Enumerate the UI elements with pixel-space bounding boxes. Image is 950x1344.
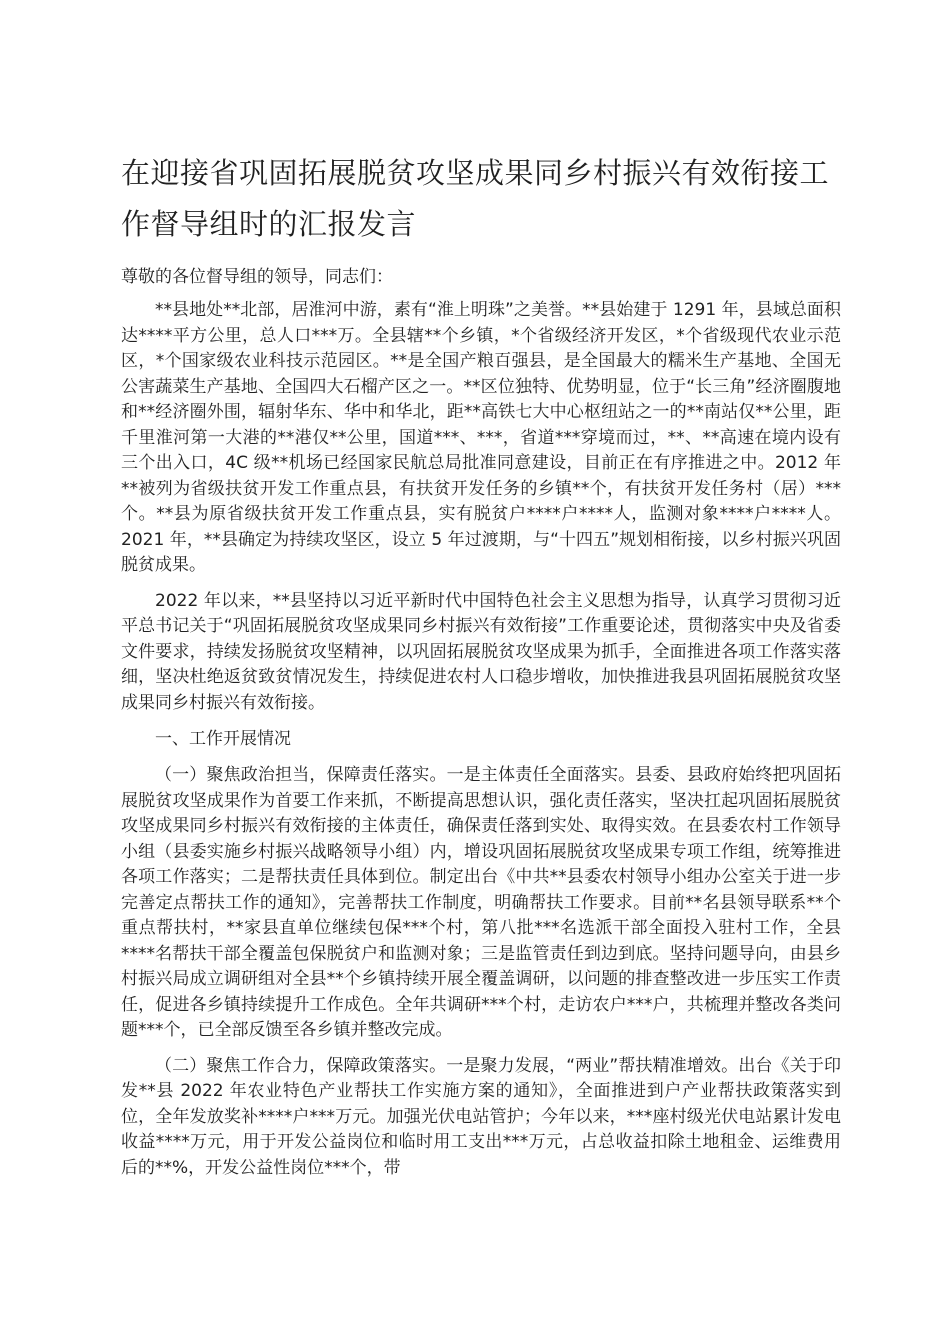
section-paragraph: （一）聚焦政治担当，保障责任落实。一是主体责任全面落实。县委、县政府始终把巩固拓展脱贫攻坚成果作为首要工作来抓，不断提高思想认识，强化责任落实，坚决扛起巩固拓展脱贫攻坚成果同乡村振兴有效衔接的主体责任，确保责任落到实处、取得实效。在县委农村工作领导小组（县委实施乡村振兴战略领导小组）内，增设巩固拓展脱贫攻坚成果专项工作组，统筹推进各项工作落实；二是帮扶责任具体到位。制定出台《中共**县委农村领导小组办公室关于进一步完善定点帮扶工作的通知》，完善帮扶工作制度，明确帮扶工作要求。目前**名县领导联系**个重点帮扶村，**家县直单位继续包保***个村，第八批***名选派干部全面投入驻村工作，全县****名帮扶干部全覆盖包保脱贫户和监测对象；三是监管责任到边到底。坚持问题导向，由县乡村振兴局成立调研组对全县**个乡镇持续开展全覆盖调研，以问题的排查整改进一步压实工作责任，促进各乡镇持续提升工作成色。全年共调研***个村，走访农户***户，共梳理并整改各类问题***个，已全部反馈至各乡镇并整改完成。 [121,765,841,1040]
document-title: 在迎接省巩固拓展脱贫攻坚成果同乡村振兴有效衔接工作督导组时的汇报发言 [121,156,830,241]
section-heading: 一、工作开展情况 [155,729,291,749]
document-page [121,148,841,1191]
intro-paragraph: **县地处**北部，居淮河中游，素有“淮上明珠”之美誉。**县始建于 1291 年，县域总面积达****平方公里，总人口***万。全县辖**个乡镇，*个省级经济开发区，*个省级现代农业示范区，*个国家级农业科技示范园区。**是全国产粮百强县，是全国最大的糯米生产基地、全国无公害蔬菜生产基地、全国四大石榴产区之一。**区位独特、优势明显，位于“长三角”经济圈腹地和**经济圈外围，辐射华东、华中和华北，距**高铁七大中心枢纽站之一的**南站仅**公里，距千里淮河第一大港的**港仅**公里，国道***、***，省道***穿境而过，**、**高速在境内设有三个出入口，4C 级**机场已经国家民航总局批准同意建设，目前正在有序推进之中。2012 年**被列为省级扶贫开发工作重点县，有扶贫开发任务的乡镇**个，有扶贫开发任务村（居）***个。**县为原省级扶贫开发工作重点县，实有脱贫户****户****人，监测对象****户****人。2021 年，**县确定为持续攻坚区，设立 5 年过渡期，与“十四五”规划相衔接，以乡村振兴巩固脱贫成果。 [121,300,841,575]
salutation: 尊敬的各位督导组的领导，同志们： [121,267,393,287]
section-paragraph: （二）聚焦工作合力，保障政策落实。一是聚力发展，“两业”帮扶精准增效。出台《关于印发**县 2022 年农业特色产业帮扶工作实施方案的通知》，全面推进到户产业帮扶政策落实到位，全年发放奖补****户***万元。加强光伏电站管护；今年以来，***座村级光伏电站累计发电收益****万元，用于开发公益岗位和临时用工支出***万元，占总收益扣除土地租金、运维费用后的**%，开发公益性岗位***个，带 [121,1055,841,1178]
overview-paragraph: 2022 年以来，**县坚持以习近平新时代中国特色社会主义思想为指导，认真学习贯彻习近平总书记关于“巩固拓展脱贫攻坚成果同乡村振兴有效衔接”工作重要论述，贯彻落实中央及省委文件要求，持续发扬脱贫攻坚精神，以巩固拓展脱贫攻坚成果为抓手，全面推进各项工作落实落细，坚决杜绝返贫致贫情况发生，持续促进农村人口稳步增收，加快推进我县巩固拓展脱贫攻坚成果同乡村振兴有效衔接。 [121,590,841,713]
